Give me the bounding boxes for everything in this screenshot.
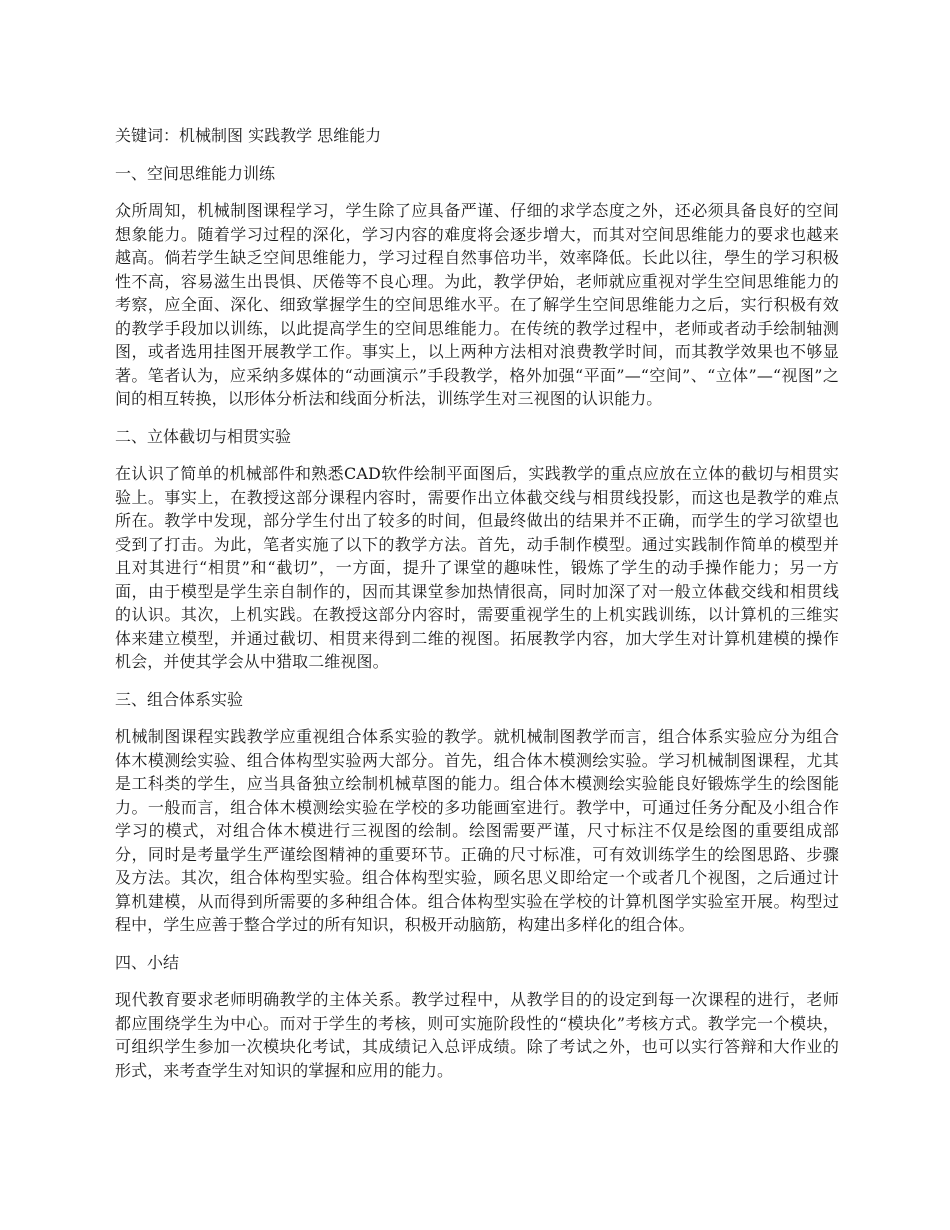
document-page: [115, 124, 839, 1096]
section-body-spatial-thinking: 众所周知，机械制图课程学习，学生除了应具备严谨、仔细的求学态度之外，还必须具备良好的空间想象能力。随着学习过程的深化，学习内容的难度将会逐步增大，而其对空间思维能力的要求也越来越高。倘若学生缺乏空间思维能力，学习过程自然事倍功半，效率降低。长此以往，學生的学习积极性不高，容易滋生出畏惧、厌倦等不良心理。为此，教学伊始，老师就应重视对学生空间思维能力的考察，应全面、深化、细致掌握学生的空间思维水平。在了解学生空间思维能力之后，实行积极有效的教学手段加以训练，以此提高学生的空间思维能力。在传统的教学过程中，老师或者动手绘制轴测图，或者选用挂图开展教学工作。事实上，以上两种方法相对浪费教学时间，而其教学效果也不够显著。笔者认为，应采纳多媒体的“动画演示”手段教学，格外加强“平面”—“空间”、“立体”—“视图”之间的相互转换，以形体分析法和线面分析法，训练学生对三视图的认识能力。: [115, 201, 839, 408]
section-heading-summary: 四、小结: [115, 952, 180, 972]
keywords-line: 关键词：机械制图 实践教学 思维能力: [115, 126, 382, 145]
section-heading-composite-body: 三、组合体系实验: [115, 689, 244, 709]
section-body-summary: 现代教育要求老师明确教学的主体关系。教学过程中，从教学目的的设定到每一次课程的进行，老师都应围绕学生为中心。而对于学生的考核，则可实施阶段性的“模块化”考核方式。教学完一个模块，可组织学生参加一次模块化考试，其成绩记入总评成绩。除了考试之外，也可以实行答辩和大作业的形式，来考查学生对知识的掌握和应用的能力。: [115, 990, 839, 1080]
section-body-cutting-intersection: 在认识了简单的机械部件和熟悉CAD软件绘制平面图后，实践教学的重点应放在立体的截切与相贯实验上。事实上，在教授这部分课程内容时，需要作出立体截交线与相贯线投影，而这也是教学的难点所在。教学中发现，部分学生付出了较多的时间，但最终做出的结果并不正确，而学生的学习欲望也受到了打击。为此，笔者实施了以下的教学方法。首先，动手制作模型。通过实践制作简单的模型并且对其进行“相贯”和“截切”，一方面，提升了课堂的趣味性，锻炼了学生的动手操作能力；另一方面，由于模型是学生亲自制作的，因而其课堂参加热情很高，同时加深了对一般立体截交线和相贯线的认识。其次，上机实践。在教授这部分内容时，需要重视学生的上机实践训练，以计算机的三维实体来建立模型，并通过截切、相贯来得到二维的视图。拓展教学内容，加大学生对计算机建模的操作机会，并使其学会从中猎取二维视图。: [115, 464, 839, 671]
section-heading-spatial-thinking: 一、空间思维能力训练: [115, 163, 276, 183]
section-body-composite-body: 机械制图课程实践教学应重视组合体系实验的教学。就机械制图教学而言，组合体系实验应分为组合体木模测绘实验、组合体构型实验两大部分。首先，组合体木模测绘实验。学习机械制图课程，尤其是工科类的学生，应当具备独立绘制机械草图的能力。组合体木模测绘实验能良好锻炼学生的绘图能力。一般而言，组合体木模测绘实验在学校的多功能画室进行。教学中，可通过任务分配及小组合作学习的模式，对组合体木模进行三视图的绘制。绘图需要严谨，尺寸标注不仅是绘图的重要组成部分，同时是考量学生严谨绘图精神的重要环节。正确的尺寸标准，可有效训练学生的绘图思路、步骤及方法。其次，组合体构型实验。组合体构型实验，顾名思义即给定一个或者几个视图，之后通过计算机建模，从而得到所需要的多种组合体。组合体构型实验在学校的计算机图学实验室开展。构型过程中，学生应善于整合学过的所有知识，积极开动脑筋，构建出多样化的组合体。: [115, 727, 839, 934]
section-heading-cutting-intersection: 二、立体截切与相贯实验: [115, 426, 292, 446]
